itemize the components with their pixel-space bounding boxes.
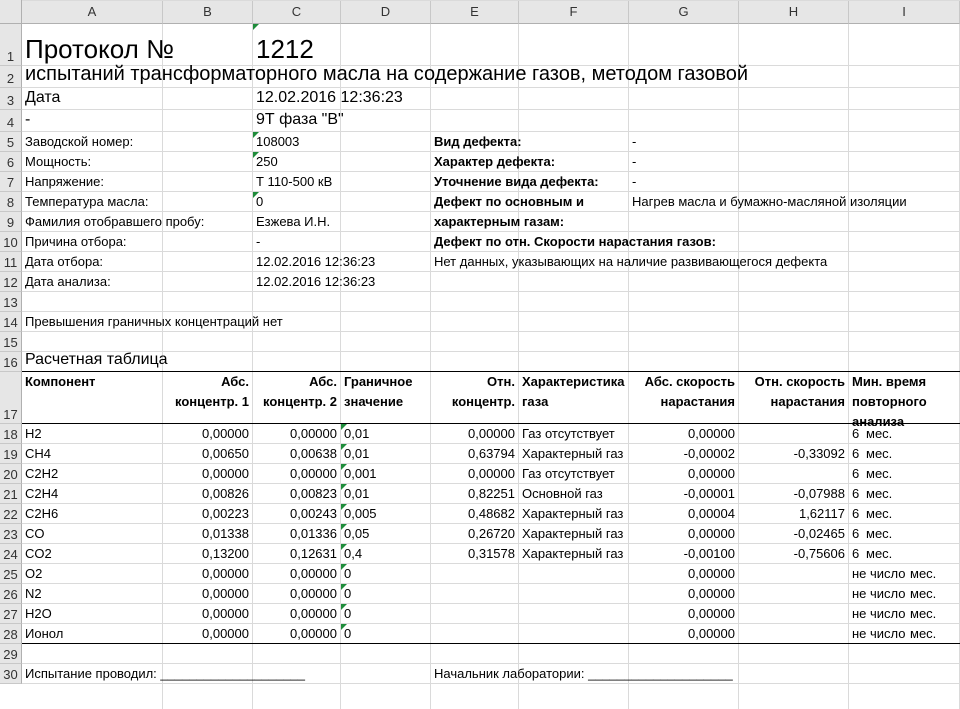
gridline-horizontal xyxy=(22,251,960,252)
row-header-22[interactable]: 22 xyxy=(0,504,22,524)
row-header-1[interactable]: 1 xyxy=(0,24,22,66)
defect-refine-label: Уточнение вида дефекта: xyxy=(434,174,599,189)
table-cell-limit: 0,01 xyxy=(344,426,370,441)
table-cell-min-time-unit: мес. xyxy=(866,506,893,521)
defect-type-label: Вид дефекта: xyxy=(434,134,522,149)
protocol-number: 1212 xyxy=(256,34,314,64)
table-cell-limit: 0 xyxy=(344,566,352,581)
table-cell-gas-char: Газ отсутствует xyxy=(522,426,615,441)
number-as-text-indicator xyxy=(341,604,347,610)
equipment-name: 9Т фаза "В" xyxy=(256,111,344,128)
col-header-gas-char: газа xyxy=(522,394,549,409)
row-header-20[interactable]: 20 xyxy=(0,464,22,484)
number-as-text-indicator xyxy=(341,624,347,630)
info-reason-value: - xyxy=(256,234,261,249)
table-cell-abs-conc-1: 0,00000 xyxy=(202,466,249,481)
gridline-horizontal xyxy=(22,231,960,232)
col-header-rel-conc: концентр. xyxy=(451,394,515,409)
defect-gases-label: Дефект по основным и xyxy=(434,194,584,209)
table-cell-component: CH4 xyxy=(25,446,52,461)
number-as-text-indicator xyxy=(253,152,259,158)
table-cell-abs-rate: 0,00000 xyxy=(688,626,735,641)
table-cell-component: Ионол xyxy=(25,626,64,641)
calc-table-title: Расчетная таблица xyxy=(25,351,168,368)
table-cell-rel-rate: -0,07988 xyxy=(793,486,845,501)
info-oil-temp-label: Температура масла: xyxy=(25,194,149,209)
row-header-24[interactable]: 24 xyxy=(0,544,22,564)
table-cell-limit: 0,01 xyxy=(344,486,370,501)
info-voltage-value: Т 110-500 кВ xyxy=(256,174,333,189)
table-cell-abs-conc-2: 0,01336 xyxy=(290,526,337,541)
table-cell-abs-conc-2: 0,00000 xyxy=(290,626,337,641)
info-voltage-label: Напряжение: xyxy=(25,174,104,189)
table-cell-min-time-unit: мес. xyxy=(866,526,893,541)
table-cell-abs-rate: 0,00000 xyxy=(688,566,735,581)
col-header-abs-conc-1: концентр. 1 xyxy=(175,394,249,409)
col-header-min-time: повторного xyxy=(852,394,927,409)
gridline-horizontal xyxy=(22,503,960,504)
row-header-21[interactable]: 21 xyxy=(0,484,22,504)
table-cell-min-time: не число xyxy=(852,566,906,581)
table-cell-limit: 0,001 xyxy=(344,466,377,481)
table-cell-limit: 0 xyxy=(344,586,352,601)
protocol-subtitle: испытаний трансформаторного масла на содержание газов, методом газовой xyxy=(25,63,749,85)
row-header-9[interactable]: 9 xyxy=(0,212,22,232)
col-header-limit: значение xyxy=(344,394,404,409)
table-cell-min-time: не число xyxy=(852,626,906,641)
row-header-3[interactable]: 3 xyxy=(0,88,22,110)
table-cell-abs-conc-1: 0,00826 xyxy=(202,486,249,501)
defect-gases-value: Нагрев масла и бумажно-масляной изоляции xyxy=(632,194,907,209)
table-cell-abs-conc-1: 0,00000 xyxy=(202,626,249,641)
row-header-8[interactable]: 8 xyxy=(0,192,22,212)
row-header-15[interactable]: 15 xyxy=(0,332,22,352)
defect-gases-label-cont: характерным газам: xyxy=(434,214,565,229)
row-header-26[interactable]: 26 xyxy=(0,584,22,604)
col-header-rel-rate: Отн. скорость xyxy=(754,374,845,389)
exceedance-notice: Превышения граничных концентраций нет xyxy=(25,314,283,329)
column-header-g[interactable]: G xyxy=(629,0,739,24)
equipment-dash: - xyxy=(25,111,31,128)
gridline-horizontal xyxy=(22,463,960,464)
row-header-27[interactable]: 27 xyxy=(0,604,22,624)
table-cell-limit: 0,4 xyxy=(344,546,363,561)
table-cell-gas-char: Характерный газ xyxy=(522,526,624,541)
protocol-label: Протокол № xyxy=(25,34,174,64)
table-cell-rel-conc: 0,00000 xyxy=(468,466,515,481)
table-cell-rel-conc: 0,82251 xyxy=(468,486,515,501)
table-cell-limit: 0 xyxy=(344,626,352,641)
defect-rate-label: Дефект по отн. Скорости нарастания газов: xyxy=(434,234,716,249)
gridline-horizontal xyxy=(22,563,960,564)
table-cell-abs-rate: 0,00000 xyxy=(688,586,735,601)
table-cell-min-time: 6 xyxy=(852,466,860,481)
row-header-14[interactable]: 14 xyxy=(0,312,22,332)
table-cell-abs-rate: 0,00004 xyxy=(688,506,735,521)
table-cell-gas-char: Характерный газ xyxy=(522,546,624,561)
table-cell-abs-conc-1: 0,00000 xyxy=(202,426,249,441)
gridline-vertical xyxy=(430,24,431,709)
number-as-text-indicator xyxy=(341,544,347,550)
row-header-7[interactable]: 7 xyxy=(0,172,22,192)
row-header-18[interactable]: 18 xyxy=(0,424,22,444)
col-header-component: Компонент xyxy=(25,374,96,389)
column-header-h[interactable]: H xyxy=(739,0,849,24)
row-header-16[interactable]: 16 xyxy=(0,352,22,372)
table-cell-abs-conc-1: 0,00223 xyxy=(202,506,249,521)
number-as-text-indicator xyxy=(341,444,347,450)
gridline-vertical xyxy=(518,24,519,709)
col-header-gas-char: Характеристика xyxy=(522,374,625,389)
gridline-horizontal xyxy=(22,0,960,1)
row-header-30[interactable]: 30 xyxy=(0,664,22,684)
table-border xyxy=(22,423,960,424)
gridline-horizontal xyxy=(22,211,960,212)
table-cell-rel-conc: 0,63794 xyxy=(468,446,515,461)
number-as-text-indicator xyxy=(341,504,347,510)
table-cell-abs-conc-2: 0,00000 xyxy=(290,426,337,441)
table-cell-limit: 0,01 xyxy=(344,446,370,461)
row-header-10[interactable]: 10 xyxy=(0,232,22,252)
column-header-f[interactable]: F xyxy=(519,0,629,24)
table-cell-min-time: 6 xyxy=(852,426,860,441)
info-sample-date-label: Дата отбора: xyxy=(25,254,104,269)
table-cell-component: H2O xyxy=(25,606,52,621)
info-analysis-date-label: Дата анализа: xyxy=(25,274,111,289)
table-cell-abs-conc-2: 0,00823 xyxy=(290,486,337,501)
gridline-horizontal xyxy=(22,311,960,312)
info-power-label: Мощность: xyxy=(25,154,92,169)
table-cell-rel-conc: 0,48682 xyxy=(468,506,515,521)
table-cell-min-time-unit: мес. xyxy=(910,586,937,601)
defect-nature-value: - xyxy=(632,154,637,169)
number-as-text-indicator xyxy=(253,192,259,198)
table-cell-min-time-unit: мес. xyxy=(910,566,937,581)
row-header-23[interactable]: 23 xyxy=(0,524,22,544)
col-header-min-time: анализа xyxy=(852,414,905,429)
gridline-horizontal xyxy=(22,583,960,584)
number-as-text-indicator xyxy=(253,132,259,138)
gridline-horizontal xyxy=(22,191,960,192)
table-cell-min-time: не число xyxy=(852,606,906,621)
col-header-abs-rate: нарастания xyxy=(660,394,735,409)
col-header-rel-conc: Отн. xyxy=(487,374,515,389)
table-cell-abs-rate: -0,00002 xyxy=(683,446,735,461)
table-cell-component: C2H2 xyxy=(25,466,59,481)
row-header-2[interactable]: 2 xyxy=(0,66,22,88)
table-cell-abs-conc-2: 0,00243 xyxy=(290,506,337,521)
table-cell-component: O2 xyxy=(25,566,43,581)
table-border xyxy=(22,371,960,372)
gridline-horizontal xyxy=(22,151,960,152)
row-header-4[interactable]: 4 xyxy=(0,110,22,132)
table-cell-min-time-unit: мес. xyxy=(866,546,893,561)
table-cell-rel-conc: 0,00000 xyxy=(468,426,515,441)
gridline-horizontal xyxy=(22,603,960,604)
table-cell-rel-rate: -0,02465 xyxy=(793,526,845,541)
table-cell-rel-rate: -0,33092 xyxy=(793,446,845,461)
info-sample-date-value: 12.02.2016 12:36:23 xyxy=(256,254,376,269)
table-cell-abs-conc-1: 0,01338 xyxy=(202,526,249,541)
row-header-25[interactable]: 25 xyxy=(0,564,22,584)
table-cell-min-time-unit: мес. xyxy=(910,626,937,641)
table-cell-gas-char: Основной газ xyxy=(522,486,603,501)
table-cell-component: C2H6 xyxy=(25,506,59,521)
table-cell-component: C2H4 xyxy=(25,486,59,501)
column-header-b[interactable]: B xyxy=(163,0,253,24)
table-cell-abs-rate: 0,00000 xyxy=(688,606,735,621)
table-cell-rel-rate: 1,62117 xyxy=(798,506,845,521)
table-cell-abs-rate: 0,00000 xyxy=(688,426,735,441)
number-as-text-indicator xyxy=(253,24,259,30)
table-cell-limit: 0,05 xyxy=(344,526,370,541)
defect-rate-value: Нет данных, указывающих на наличие развивающегося дефекта xyxy=(434,254,828,269)
table-cell-abs-conc-2: 0,00000 xyxy=(290,466,337,481)
defect-type-value: - xyxy=(632,134,637,149)
table-cell-min-time-unit: мес. xyxy=(866,486,893,501)
gridline-horizontal xyxy=(22,109,960,110)
gridline-horizontal xyxy=(22,291,960,292)
row-header-5[interactable]: 5 xyxy=(0,132,22,152)
column-header-i[interactable]: I xyxy=(849,0,960,24)
table-cell-min-time: 6 xyxy=(852,546,860,561)
table-cell-gas-char: Характерный газ xyxy=(522,506,624,521)
table-cell-limit: 0,005 xyxy=(344,506,377,521)
lab-head-signature-line: Начальник лаборатории: ____________________ xyxy=(434,666,733,681)
table-cell-min-time: 6 xyxy=(852,446,860,461)
table-border xyxy=(22,643,960,644)
table-cell-min-time-unit: мес. xyxy=(910,606,937,621)
table-cell-abs-conc-1: 0,13200 xyxy=(202,546,249,561)
table-cell-limit: 0 xyxy=(344,606,352,621)
select-all-corner[interactable] xyxy=(0,0,22,24)
number-as-text-indicator xyxy=(341,484,347,490)
date-value: 12.02.2016 12:36:23 xyxy=(256,89,403,106)
tester-signature-line: Испытание проводил: ____________________ xyxy=(25,666,306,681)
table-cell-component: CO2 xyxy=(25,546,52,561)
gridline-horizontal xyxy=(22,331,960,332)
table-cell-abs-rate: -0,00100 xyxy=(683,546,735,561)
column-header-a[interactable]: A xyxy=(22,0,163,24)
row-header-11[interactable]: 11 xyxy=(0,252,22,272)
table-cell-rel-rate: -0,75606 xyxy=(793,546,845,561)
row-header-6[interactable]: 6 xyxy=(0,152,22,172)
col-header-abs-conc-2: концентр. 2 xyxy=(263,394,337,409)
table-cell-rel-conc: 0,26720 xyxy=(468,526,515,541)
gridline-horizontal xyxy=(22,663,960,664)
table-cell-abs-conc-2: 0,00000 xyxy=(290,566,337,581)
number-as-text-indicator xyxy=(341,564,347,570)
col-header-abs-conc-2: Абс. xyxy=(309,374,337,389)
row-header-19[interactable]: 19 xyxy=(0,444,22,464)
table-cell-abs-conc-2: 0,12631 xyxy=(290,546,337,561)
date-label: Дата xyxy=(25,89,61,106)
number-as-text-indicator xyxy=(341,524,347,530)
row-header-13[interactable]: 13 xyxy=(0,292,22,312)
table-cell-min-time: не число xyxy=(852,586,906,601)
table-cell-rel-conc: 0,31578 xyxy=(468,546,515,561)
info-power-value: 250 xyxy=(256,154,278,169)
col-header-abs-conc-1: Абс. xyxy=(221,374,249,389)
table-cell-component: CO xyxy=(25,526,45,541)
column-header-e[interactable]: E xyxy=(431,0,519,24)
defect-refine-value: - xyxy=(632,174,637,189)
table-cell-abs-conc-1: 0,00650 xyxy=(202,446,249,461)
info-serial-label: Заводской номер: xyxy=(25,134,134,149)
info-oil-temp-value: 0 xyxy=(256,194,264,209)
info-analysis-date-value: 12.02.2016 12:36:23 xyxy=(256,274,376,289)
row-header-12[interactable]: 12 xyxy=(0,272,22,292)
table-cell-gas-char: Характерный газ xyxy=(522,446,624,461)
number-as-text-indicator xyxy=(341,464,347,470)
table-cell-min-time: 6 xyxy=(852,506,860,521)
table-cell-min-time-unit: мес. xyxy=(866,426,893,441)
column-header-c[interactable]: C xyxy=(253,0,341,24)
row-header-29[interactable]: 29 xyxy=(0,644,22,664)
gridline-horizontal xyxy=(22,623,960,624)
gridline-horizontal xyxy=(22,523,960,524)
gridline-horizontal xyxy=(22,683,960,684)
row-header-28[interactable]: 28 xyxy=(0,624,22,644)
gridline-horizontal xyxy=(22,483,960,484)
gridline-horizontal xyxy=(22,131,960,132)
table-cell-min-time-unit: мес. xyxy=(866,446,893,461)
gridline-horizontal xyxy=(22,443,960,444)
info-sampler-value: Езжева И.Н. xyxy=(256,214,331,229)
gridline-vertical xyxy=(252,24,253,709)
row-header-17[interactable]: 17 xyxy=(0,372,22,424)
gridline-horizontal xyxy=(22,543,960,544)
info-sampler-label: Фамилия отобравшего пробу: xyxy=(25,214,205,229)
column-header-d[interactable]: D xyxy=(341,0,431,24)
gridline-vertical xyxy=(738,24,739,709)
table-cell-abs-conc-2: 0,00000 xyxy=(290,606,337,621)
table-cell-abs-conc-2: 0,00638 xyxy=(290,446,337,461)
col-header-rel-rate: нарастания xyxy=(770,394,845,409)
defect-nature-label: Характер дефекта: xyxy=(434,154,556,169)
table-cell-abs-conc-1: 0,00000 xyxy=(202,606,249,621)
table-cell-component: H2 xyxy=(25,426,42,441)
table-cell-abs-rate: 0,00000 xyxy=(688,466,735,481)
table-cell-abs-conc-2: 0,00000 xyxy=(290,586,337,601)
number-as-text-indicator xyxy=(341,584,347,590)
table-cell-abs-rate: -0,00001 xyxy=(683,486,735,501)
gridline-horizontal xyxy=(22,271,960,272)
table-cell-abs-conc-1: 0,00000 xyxy=(202,586,249,601)
table-cell-component: N2 xyxy=(25,586,42,601)
gridline-vertical xyxy=(628,24,629,709)
gridline-horizontal xyxy=(22,171,960,172)
number-as-text-indicator xyxy=(341,424,347,430)
table-cell-abs-conc-1: 0,00000 xyxy=(202,566,249,581)
table-cell-gas-char: Газ отсутствует xyxy=(522,466,615,481)
table-cell-min-time: 6 xyxy=(852,486,860,501)
table-cell-min-time-unit: мес. xyxy=(866,466,893,481)
col-header-abs-rate: Абс. скорость xyxy=(644,374,735,389)
col-header-min-time: Мин. время xyxy=(852,374,927,389)
gridline-vertical xyxy=(848,24,849,709)
info-serial-value: 108003 xyxy=(256,134,300,149)
info-reason-label: Причина отбора: xyxy=(25,234,127,249)
table-cell-min-time: 6 xyxy=(852,526,860,541)
col-header-limit: Граничное xyxy=(344,374,413,389)
table-cell-abs-rate: 0,00000 xyxy=(688,526,735,541)
